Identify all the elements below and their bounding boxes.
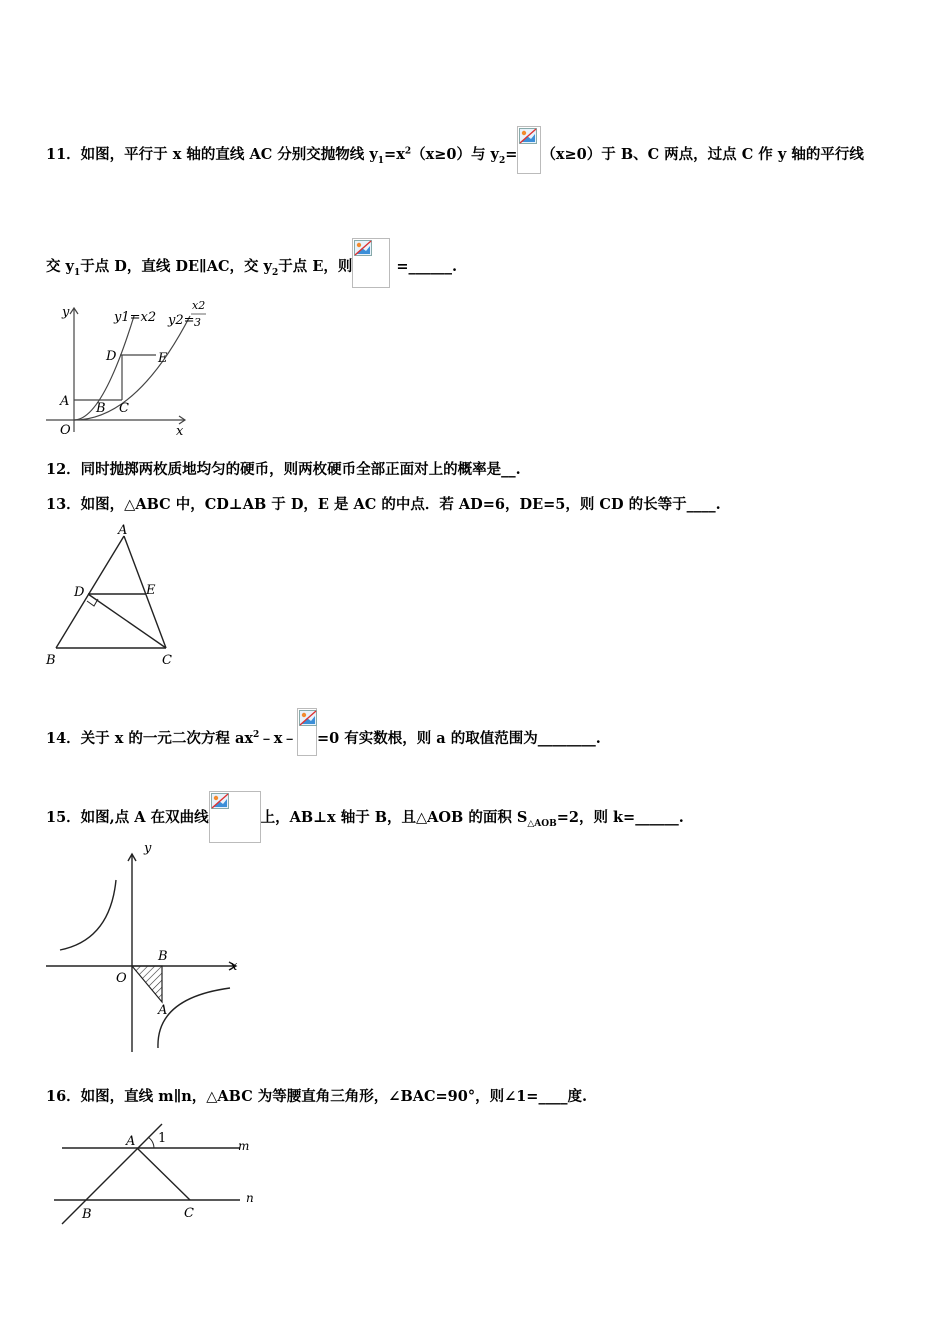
x-axis-label: x <box>230 959 238 974</box>
q11-text: （x≥0）与 y <box>411 146 499 164</box>
x-axis-label: x <box>176 424 184 439</box>
q11-sub: 2 <box>498 156 506 166</box>
q11-text: 于点 D，直线 DE∥AC，交 y <box>80 258 272 276</box>
q16-text: 16．如图，直线 m∥n，△ABC 为等腰直角三角形，∠BAC=90°，则∠1=____度. <box>46 1088 588 1105</box>
q11-text: 交 y <box>46 258 74 276</box>
q11-text: （x≥0）于 B、C 两点，过点 C 作 y 轴的平行线 <box>541 146 864 164</box>
q11-text: =______. <box>396 258 458 276</box>
broken-image-icon <box>209 791 261 843</box>
curve-y2-label: y2= <box>168 313 195 328</box>
point-a-label: A <box>158 1003 168 1018</box>
q13-line <box>46 493 721 514</box>
broken-image-icon <box>517 126 541 174</box>
point-d-label: D <box>74 585 85 600</box>
q15-text: 上，AB⊥x 轴于 B，且△AOB 的面积 S <box>260 809 528 827</box>
q14-sup: 2 <box>253 730 260 741</box>
point-c-label: C <box>184 1206 194 1221</box>
q11-sub: 1 <box>377 156 385 166</box>
q15-figure <box>40 840 250 1058</box>
point-b-label: B <box>158 949 168 964</box>
curve-y1-label: y1=x2 <box>114 310 157 325</box>
line-n-label: n <box>246 1191 254 1205</box>
q11-text: = <box>505 146 518 164</box>
point-b-label: B <box>96 401 106 416</box>
curve-y2-denominator: 3 <box>194 316 201 329</box>
q13-text: 13．如图，△ABC 中，CD⊥AB 于 D，E 是 AC 的中点．若 AD=6，DE=5，则 CD 的长等于____. <box>46 496 721 513</box>
q11-sub: 2 <box>272 268 279 278</box>
q13-figure <box>40 518 190 672</box>
q14-text: 14．关于 x 的一元二次方程 ax <box>46 730 254 747</box>
q11-sub: 1 <box>73 268 81 278</box>
q11-figure <box>40 292 220 442</box>
y-axis-label: y <box>144 841 152 856</box>
origin-label: O <box>60 423 71 438</box>
broken-image-icon <box>297 708 317 756</box>
q14-text: =0 有实数根，则 a 的取值范围为________. <box>316 730 601 747</box>
point-a-label: A <box>60 394 70 409</box>
point-a-label: A <box>126 1134 136 1149</box>
q16-figure <box>50 1118 260 1228</box>
q11-text: 于点 E，则 <box>278 258 353 276</box>
q12-text: 12．同时抛掷两枚质地均匀的硬币，则两枚硬币全部正面对上的概率是__. <box>46 461 521 478</box>
curve-y2-numerator: x2 <box>192 299 206 312</box>
point-a-label: A <box>118 523 128 538</box>
q11-sup: 2 <box>404 146 412 157</box>
point-c-label: C <box>162 653 172 668</box>
broken-image-icon <box>352 238 390 288</box>
q15-line <box>46 791 684 829</box>
point-c-label: C <box>119 401 129 416</box>
point-b-label: B <box>82 1207 92 1222</box>
q11-line-2 <box>46 238 457 278</box>
q16-line <box>46 1085 587 1106</box>
q11-text: =x <box>384 146 405 164</box>
q11-text: 11．如图，平行于 x 轴的直线 AC 分别交抛物线 y <box>46 146 378 164</box>
q15-text: =2，则 k=______. <box>556 809 684 827</box>
origin-label: O <box>116 971 127 986</box>
q11-line-1 <box>46 126 864 166</box>
point-e-label: E <box>146 583 156 598</box>
q14-text: ﹣x﹣ <box>259 730 297 747</box>
point-d-label: D <box>106 349 117 364</box>
angle-1-label: 1 <box>158 1131 167 1146</box>
q14-line <box>46 708 601 748</box>
q15-sub: △AOB <box>527 819 557 829</box>
point-b-label: B <box>46 653 56 668</box>
y-axis-label: y <box>62 305 70 320</box>
point-e-label: E <box>158 351 168 366</box>
q12-line <box>46 458 521 479</box>
q15-text: 15．如图,点 A 在双曲线 <box>46 809 209 827</box>
line-m-label: m <box>238 1139 250 1153</box>
